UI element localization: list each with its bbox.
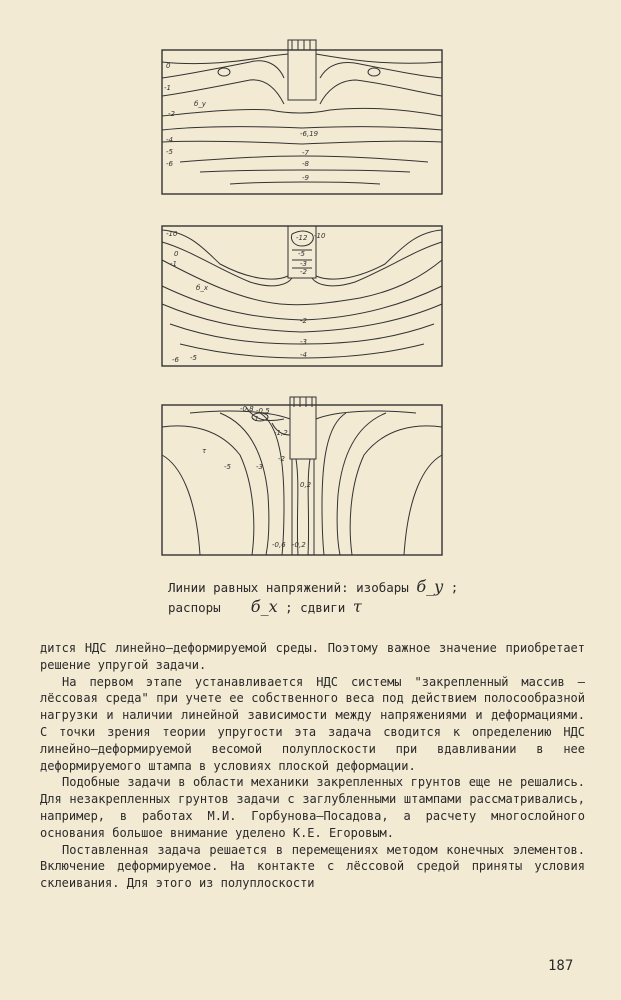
contour-label: -2 [168,110,175,118]
contour-label: -7 [302,149,309,157]
contour-label: -6 [166,160,173,168]
stress-symbol: б_x [196,284,208,292]
contour-label: -2 [278,455,285,463]
paragraph: На первом этапе устанавливается НДС системы "закрепленный массив – лёссовая среда" при учете ее собственного веса под действием полосообразной нагрузки и наличии линейной зависимости между напряжениями и деформациями. С точки зрения теории упругости эта задача сводится к определению НДС линейно–деформируемой весомой полуплоскости при вдавливании в нее деформируемого штампа в условиях плоской деформации. [40,674,585,773]
stress-symbol: б_y [194,100,206,108]
paragraph: Поставленная задача решается в перемещениях методом конечных элементов. Включение деформируемое. На контакте с лёссовой средой приняты условия склеивания. Для этого из полуплоскости [40,842,585,891]
contour-label: -2 [300,268,307,276]
contour-label: -3 [300,260,307,268]
figure-frame [162,405,442,555]
contour-label: -3 [300,338,307,346]
caption-symbol-tau: τ [352,597,362,616]
contour-label: -8 [302,160,309,168]
caption-text: ; сдвиги [285,600,346,615]
caption-line-1 [168,577,498,597]
caption-symbol-sigma-x: б_x [250,597,278,616]
caption-text: Линии равных напряжений: изобары [168,580,409,595]
contour-label: -5 [224,463,231,471]
caption-punct: ; [450,580,459,595]
caption-line-2 [168,597,498,617]
contour-label: -6,19 [300,130,319,138]
caption-text: распоры [168,600,221,615]
contour-label: 0,2 [300,481,312,489]
contour-label: -0,5 [256,407,270,415]
contour-label: -1 [164,84,171,92]
contour-label: -0,6 [272,541,286,549]
contour-label: -3 [256,463,263,471]
figure-shears-tau [160,395,450,560]
body-text [40,640,585,892]
figure-caption [168,577,498,617]
contour-label: 0 [166,62,171,70]
contour-label: -4 [300,351,307,359]
paragraph: Подобные задачи в области механики закрепленных грунтов еще не решались. Для незакрепленных грунтов задачи с заглубленными штампами рассматривались, например, в работах М.И. Горбунова–Посадова, а расчету многослойного основания большое внимание уделено К.Е. Егоровым. [40,775,585,840]
caption-symbol-sigma-y: б_y [416,577,444,596]
figure-thrusts-sigma-x [160,220,450,370]
contour-label: -0,2 [292,541,306,549]
paragraph: дится НДС линейно–деформируемой среды. Поэтому важное значение приобретает решение упругой задачи. [40,641,585,672]
contour-label: -1 [252,415,259,423]
contour-label: -0,8 [240,405,254,413]
figure-isobars-sigma-y [160,38,450,198]
stress-symbol: τ [202,447,207,455]
page-number: 187 [548,958,574,974]
contour-label: -10 [314,232,326,240]
contour-label: -10 [166,230,178,238]
contour-label: -6 [172,356,179,364]
contour-label: 0 [174,250,179,258]
contour-label: -4 [166,136,173,144]
contour-label: -1 [170,260,177,268]
contour-label: -5 [298,250,305,258]
contour-label: -2 [300,317,307,325]
contour-label: -5 [166,148,173,156]
contour-label: -1,2 [274,429,288,437]
contour-label: -9 [302,174,309,182]
contour-label: -12 [296,234,308,242]
contour-label: -5 [190,354,197,362]
